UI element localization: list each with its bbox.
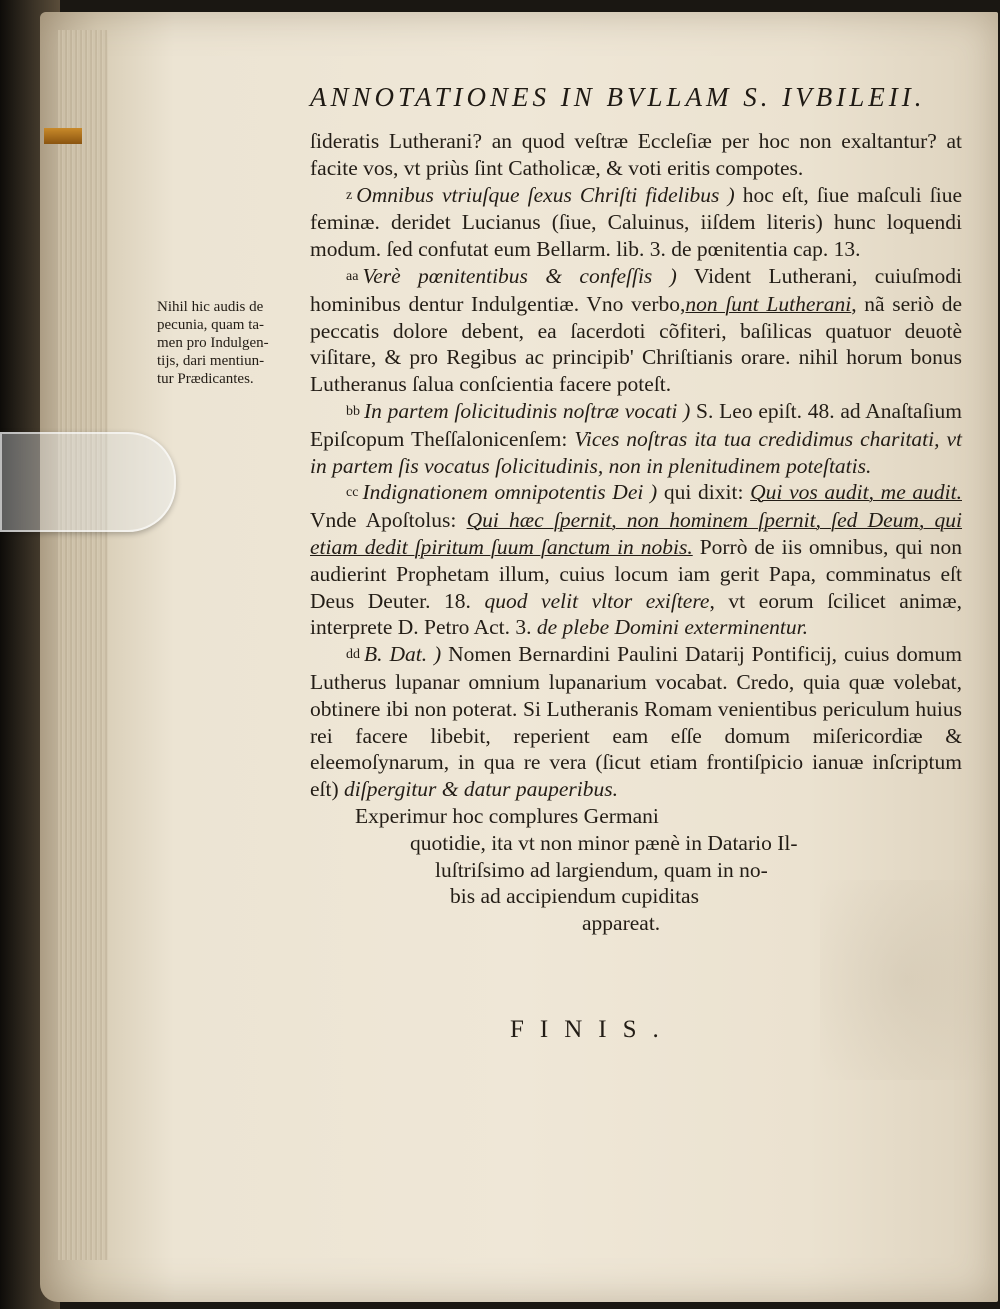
note-lemma: Verè pœnitentibus & confeſſis ) [362,263,677,288]
note-quote: Qui vos audit, me audit. [750,480,962,505]
paragraph-intro: ſideratis Lutherani? an quod veſtræ Eccleſiæ per hoc non exaltantur? at facite vos, vt priùs ſint Catholicæ, & voti eritis compotes. [310,129,962,180]
note-quote: Vices noſtras ita tua credidimus charitati, vt in partem ſis vocatus ſolicitudinis, non in plenitudinem poteſtatis. [310,426,962,478]
tail-line: quotidie, ita vt non minor pænè in Datario Il- [410,830,798,855]
note-text: , vt eorum ſcilicet animæ, interprete D. Petro Act. 3. [310,588,962,640]
note-marker: cc [346,485,359,501]
plastic-tab [0,432,176,532]
note-marker: z [346,187,353,203]
note-lemma: Indignationem omnipotentis Dei ) [362,480,658,505]
ribbon-bookmark [44,128,82,144]
margin-note-line: pecunia, quam ta- [157,317,265,333]
note-text: qui dixit: [657,480,751,505]
page-stack-edges [58,30,108,1260]
note-emphasis: non ſunt Lutherani [685,291,852,316]
margin-note-line: tur Prædicantes. [157,371,254,387]
margin-note [157,298,307,388]
margin-note-line: tijs, dari mentiun- [157,353,265,369]
paragraph-dd [310,641,962,803]
note-quote: de plebe Domini exterminentur. [536,615,808,640]
tail-line: appareat. [582,911,661,936]
note-quote: Qui hæc ſpernit, non hominem ſpernit, ſed Deum, qui etiam dedit ſpiritum ſuum ſanctum in nobis. [310,508,963,559]
tail-line: luſtriſsimo ad largiendum, quam in no- [435,857,768,882]
paragraph-aa [310,263,962,398]
note-text: , nã seriò de peccatis dolore debent, ea ſacerdoti cõfiteri, baſilicas quatuor deuotè viſitare, & pro Regibus ac principib' Chriſtianis orare. nihil horum bonus Lutheranus ſalua conſcientia facere poteſt. [310,291,962,397]
note-quote: diſpergitur & datur pauperibus. [338,777,618,802]
note-lemma: B. Dat. ) [364,642,442,667]
margin-note-line: Nihil hic audis de [157,299,264,315]
note-marker: aa [346,268,359,284]
finis-heading: FINIS. [510,1016,675,1043]
paragraph-cc [310,479,962,641]
note-text: S. Leo epiſt. 48. ad Anaſtaſium Epiſcopum Theſſalonicenſem: [310,398,962,451]
paragraph-z [310,182,962,263]
tail-line: Experimur hoc complures Germani [355,803,659,828]
note-lemma: Omnibus vtriuſque ſexus Chriſti fidelibus ) [356,182,735,207]
body-text [310,128,962,937]
note-marker: dd [346,647,360,663]
tail-pyramid [310,803,962,937]
tail-line: bis ad accipiendum cupiditas [450,884,699,909]
note-text: hoc eſt, ſiue maſculi ſiue feminæ. deridet Lucianus (ſiue, Caluinus, iiſdem literis) hunc loquendi modum. ſed confutat eum Bellarm. lib. 3. de pœnitentia cap. 13. [310,182,962,262]
note-lemma: In partem ſolicitudinis noſtræ vocati ) [364,398,691,423]
paragraph-bb [310,398,962,479]
note-text: Porrò de iis omnibus, qui non audierint Prophetam illum, cuius locum iam gerit Papa, comminatus eſt Deus Deuter. 18. [310,534,963,613]
note-text: Nomen Bernardini Paulini Datarij Pontificij, cuius domum Lutherus lupanar omnium lupanarium vocabat. Credo, quia quæ volebat, obtinere ibi non poterat. Si Lutheranis Romam venientibus periculum huius rei facere libebit, reperient eam eſſe domum miſericordiæ & eleemoſynarum, in qua re vera (ſicut etiam frontiſpicio ianuæ inſcriptum eſt) [310,642,962,802]
note-quote: quod velit vltor exiſtere [484,588,710,613]
note-text: Vident Lutherani, cuiuſmodi hominibus dentur Indulgentiæ. Vno verbo, [310,263,962,316]
note-marker: bb [346,403,360,419]
margin-note-line: men pro Indulgen- [157,335,269,351]
running-head: ANNOTATIONES IN BVLLAM S. IVBILEII. [310,82,926,112]
note-text: Vnde Apoſtolus: [310,508,467,533]
